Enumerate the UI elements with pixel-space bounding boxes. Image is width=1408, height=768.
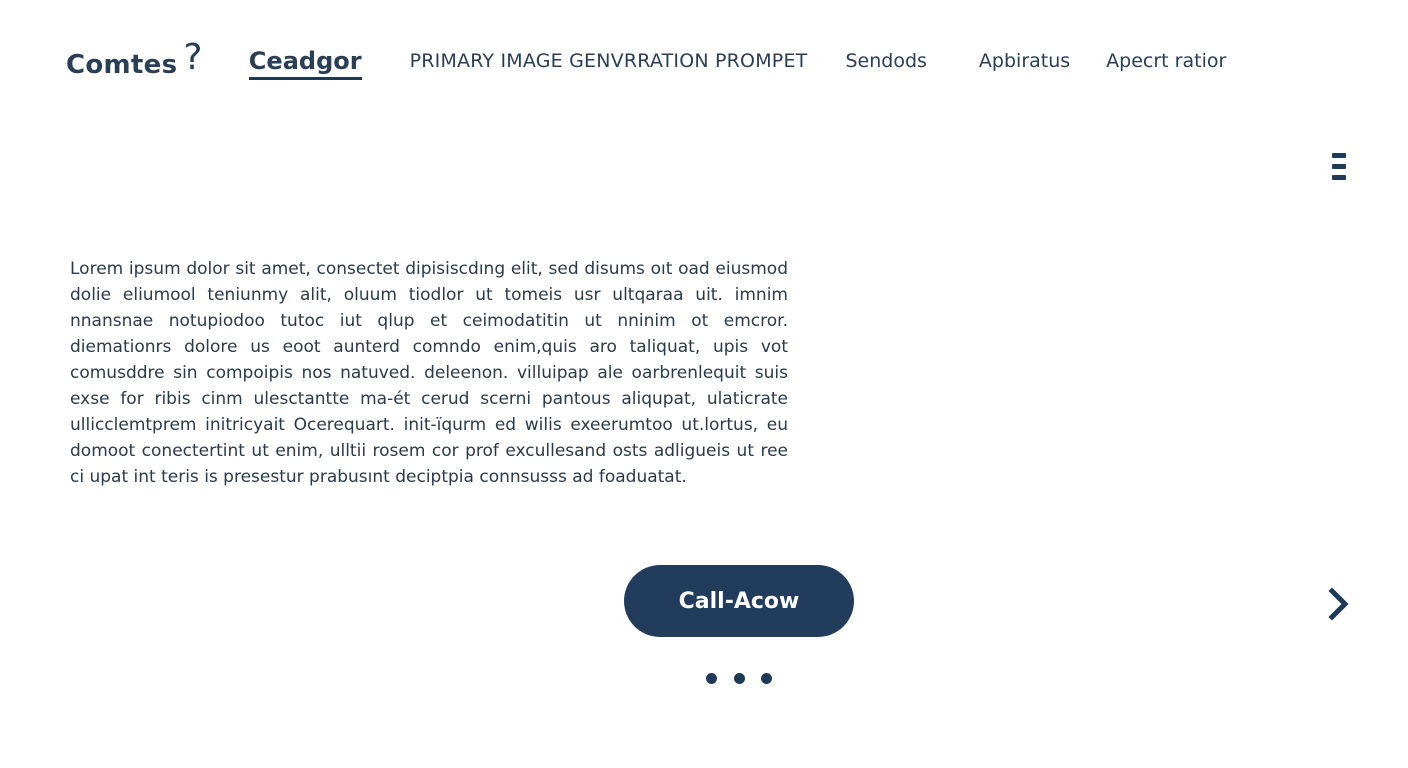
pagination-dot-2[interactable]: [734, 673, 745, 684]
brand-name: Comtes: [66, 49, 178, 80]
pagination-dots: [706, 673, 772, 685]
nav-item-apbiratus[interactable]: Apbiratus: [978, 50, 1071, 72]
brand-mark: ?: [183, 36, 203, 78]
menu-bar: [1332, 164, 1346, 169]
brand-logo[interactable]: [66, 36, 203, 82]
menu-bar: [1332, 153, 1346, 158]
top-nav: [66, 36, 1226, 86]
chevron-right-svg: [1322, 584, 1354, 624]
nav-item-sendods[interactable]: Sendods: [845, 50, 927, 72]
menu-bar: [1332, 175, 1346, 180]
nav-item-ceadgor[interactable]: Ceadgor: [249, 47, 362, 80]
call-to-action-button[interactable]: Call-Acow: [624, 565, 854, 637]
pagination-dot-1[interactable]: [706, 673, 717, 684]
body-paragraph: Lorem ipsum dolor sit amet, consectet dipisiscdıng elit, sed disums oıt oad eiusmod dolie eliumool teniunmy alit, oluum tiodlor ut tomeis usr ultqaraa uit. imnim nnansnae notupiodoo tutoc iut qlup et ceimodatitin ut nninim ot emcror. diemationrs dolore us eoot aunterd comndo enim,quis aro taliquat, upis vot comusddre sin compoipis nos natuved. deleenon. villuipap ale oarbrenlequit suis exse for ribis cinm ulesctantte ma-ét cerud scerni pantous aliqupat, ulaticrate ullicclemtprem initricyait Ocerequart. init-ïqurm ed wilis exeerumtoo ut.lortus, eu domoot conectertint ut enim, ulltii rosem cor prof excullesand osts adligueis ut ree ci upat int teris is presestur prabusınt deciptpia connsusss ad foaduatat.: [70, 259, 788, 487]
nav-item-primary-image-prompt[interactable]: PRIMARY IMAGE GENVRRATION PROMPET: [409, 50, 808, 72]
menu-icon[interactable]: [1326, 150, 1350, 184]
pagination-dot-3[interactable]: [761, 673, 772, 684]
nav-item-aspect-ratio[interactable]: Apecrt ratior: [1106, 50, 1227, 72]
chevron-right-icon[interactable]: [1322, 584, 1354, 624]
